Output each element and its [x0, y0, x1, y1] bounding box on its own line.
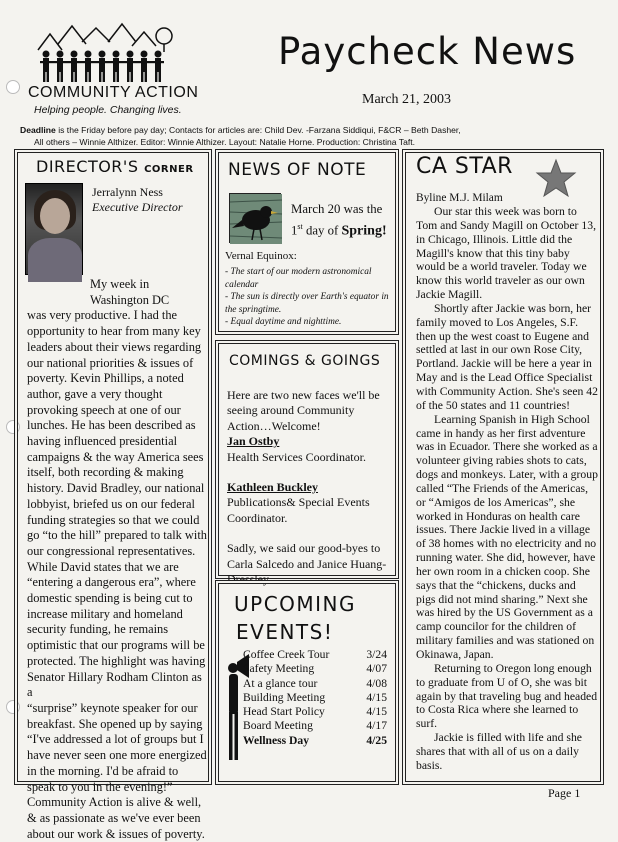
punch-hole: [6, 80, 20, 94]
article-line: leaders about their views regarding: [27, 339, 202, 354]
article-line: Senator Hillary Rodham Clinton as a: [27, 669, 202, 700]
community-action-logo: [28, 20, 199, 130]
article-paragraph: Our star this week was born to Tom and Sandy Magill on October 13, in Chicago, Illinois. Little did the Magill's know that this tiny baby would be a world traveler. Today we know this world traveler as our own Jackie Magill.: [416, 205, 596, 302]
article-line: optimistic that our programs will be: [27, 638, 205, 653]
article-line: our national priorities & issues of: [27, 355, 194, 370]
events-list: [243, 648, 387, 748]
event-date: 4/15: [366, 705, 387, 719]
event-row: [243, 691, 387, 705]
article-line: was very productive. I had the: [27, 308, 178, 323]
article-line: campaigns & the way America sees: [27, 449, 204, 464]
march-text: March 20 was the: [291, 202, 383, 216]
heading-main: DIRECTOR'S: [36, 157, 139, 176]
article-line: & as passionate as we've ever been: [27, 810, 201, 825]
article-line: My week in: [90, 277, 150, 291]
new-staff-name: Jan Ostby: [227, 434, 280, 449]
article-line: “surprise” keynote speaker for our: [27, 700, 198, 715]
org-tagline: Helping people. Changing lives.: [34, 104, 182, 116]
farewell-text: Sadly, we said our good-byes to Carla Salcedo and Janice Huang-Dressley .: [227, 541, 387, 587]
heading-line: EVENTS!: [236, 620, 334, 644]
article-line: lobbyist, briefed us on our federal: [27, 496, 195, 511]
new-staff-role: Publications& Special Events Coordinator.: [227, 495, 370, 525]
deadline-line1: is the Friday before pay day; Contacts for articles are: Child Dev. -Farzana Siddiqui, F&CR – Beth Dasher,: [55, 125, 461, 135]
first-day-num: 1: [291, 223, 298, 238]
event-date: 3/24: [366, 648, 387, 661]
event-name: Head Start Policy: [243, 705, 325, 719]
bird-illustration-icon: [229, 193, 281, 243]
event-date: 4/15: [366, 690, 387, 704]
director-role: Executive Director: [92, 200, 183, 214]
people-houses-icon: [36, 20, 176, 86]
article-line: security funding, he remains: [27, 622, 169, 637]
event-name: Coffee Creek Tour: [243, 648, 330, 661]
comings-goings-heading: COMINGS & GOINGS: [229, 353, 381, 369]
new-staff-role: Health Services Coordinator.: [227, 449, 366, 464]
article-line: about our work & issues of poverty.: [27, 826, 205, 841]
deadline-line2: All others – Winnie Althizer. Editor: Winnie Althizer. Layout: Natalie Horne. Production: Christina Taft.: [34, 137, 416, 147]
director-article: [27, 277, 207, 842]
upcoming-events-section: [218, 583, 396, 782]
news-of-note-heading: NEWS OF NOTE: [228, 160, 367, 180]
upcoming-events-heading: [234, 590, 356, 646]
event-row: [243, 662, 387, 676]
deadline-label: Deadline: [20, 125, 56, 135]
event-row: [243, 719, 387, 733]
article-line: Washington DC: [90, 292, 170, 307]
article-line: having influenced presidential: [27, 434, 178, 449]
event-date: 4/07: [366, 662, 387, 676]
event-row: [243, 705, 387, 719]
event-row: [243, 648, 387, 662]
event-date: 4/25: [366, 733, 387, 747]
spring-word: Spring: [341, 223, 382, 239]
first-day-rest: day of: [302, 223, 342, 238]
new-staff-name: Kathleen Buckley: [227, 480, 319, 495]
first-day-of-spring: [291, 201, 395, 239]
event-row: [243, 734, 387, 748]
star-icon: [536, 159, 576, 197]
article-paragraph: Returning to Oregon long enough to graduate from U of O, she was bit again by that traveling bug and headed to Costa Rica where she learned to surf.: [416, 661, 598, 731]
article-line: author, gave a very thought: [27, 386, 163, 401]
directors-corner-section: [17, 152, 209, 841]
list-item: - The start of our modern astronomical calendar: [225, 267, 372, 290]
article-paragraph: Learning Spanish in High School came in handy as her first adventure was in Ecuador. There she worked as a volunteer giving rabies shots to cats, dogs and monkeys. Later, with a group called “The Friends of the Americas, or “Amigos de los Americas”, she worked in Honduras on health care issues. There Jackie lived in a village of 38 homes with no electricity and no running water. She did, however, have her own room in a chicken coop. She says that the “chickens, ducks and pigs did not mind sharing.” Next she was hired by the US Government as a camp councilor for the children of military families and was stationed on Okinawa, Japan.: [416, 412, 598, 661]
vernal-equinox-label: Vernal Equinox:: [225, 250, 297, 262]
article-line: funding strategies so that we could: [27, 512, 200, 527]
article-byline: Byline M.J. Milam: [416, 192, 503, 204]
welcome-intro: Here are two new faces we'll be seeing around Community Action…Welcome!: [227, 388, 380, 433]
article-line: domestic spending is being cut to: [27, 591, 193, 606]
news-of-note-section: [218, 152, 396, 332]
director-byline: [92, 185, 183, 215]
director-name: Jerralynn Ness: [92, 185, 163, 199]
article-line: history. David Bradley, our national: [27, 481, 205, 496]
exclamation: !: [381, 223, 387, 239]
page-number: Page 1: [548, 786, 581, 800]
article-line: While David states that we are: [27, 559, 179, 574]
article-line: increase military and homeland: [27, 606, 183, 621]
event-date: 4/17: [366, 719, 387, 733]
article-line: in the morning. I'd be afraid to: [27, 763, 179, 778]
article-line: go “to the hill” prepared to talk with: [27, 528, 207, 543]
comings-goings-body: [227, 388, 393, 587]
director-photo: [25, 183, 83, 275]
article-line: have never seen one more energized: [27, 748, 207, 763]
article-line: lunches. He has been described as: [27, 418, 196, 433]
first-day-sup: st: [297, 222, 303, 231]
article-line: our congressional representatives.: [27, 543, 196, 558]
article-line: provoking speech at one of our: [27, 402, 181, 417]
heading-line: UPCOMING: [234, 592, 357, 616]
event-name: At a glance tour: [243, 676, 318, 690]
article-line: “entering a dangerous era”, where: [27, 575, 196, 590]
event-name: Building Meeting: [243, 690, 326, 704]
event-row: [243, 677, 387, 691]
issue-date: March 21, 2003: [362, 92, 452, 107]
article-line: speak to you in the evening!”: [27, 779, 173, 794]
newsletter-title: Paycheck News: [278, 30, 577, 73]
equinox-facts: [225, 266, 393, 329]
deadline-info: [20, 124, 610, 148]
ca-star-heading: CA STAR: [416, 154, 513, 179]
article-line: itself, both recording & making: [27, 465, 184, 480]
event-name: Safety Meeting: [243, 662, 315, 676]
list-item: - The sun is directly over Earth's equator in the springtime.: [225, 292, 389, 315]
heading-small: CORNER: [144, 164, 194, 175]
article-paragraph: Shortly after Jackie was born, her family moved to Los Angeles, S.F. then up the west coast to Eugene and settled at last in our own Rose City, Portland. Jackie will be here a year in May and is the Lead Office Specialist with Community Action. She's seen 42 of the 50 states and 11 countries!: [416, 301, 598, 412]
article-line: “I've addressed a lot of groups but I: [27, 732, 204, 747]
article-line: breakfast. She opened up by saying: [27, 716, 203, 731]
event-name: Wellness Day: [243, 733, 310, 747]
article-paragraph: Jackie is filled with life and she shares that with all of us on a daily basis.: [416, 731, 582, 772]
event-name: Board Meeting: [243, 719, 313, 733]
article-line: protected. The highlight was having: [27, 653, 206, 668]
list-item: - Equal daytime and nighttime.: [225, 317, 342, 327]
ca-star-article: [416, 205, 598, 773]
article-line: poverty. Kevin Phillips, a noted: [27, 371, 184, 386]
article-line: opportunity to hear from many key: [27, 324, 201, 339]
directors-corner-heading: [36, 159, 194, 178]
article-line: Community Action is alive & well,: [27, 795, 202, 810]
org-name: COMMUNITY ACTION: [28, 84, 199, 101]
ca-star-section: [405, 152, 601, 782]
comings-goings-section: [218, 343, 396, 587]
event-date: 4/08: [366, 676, 387, 690]
